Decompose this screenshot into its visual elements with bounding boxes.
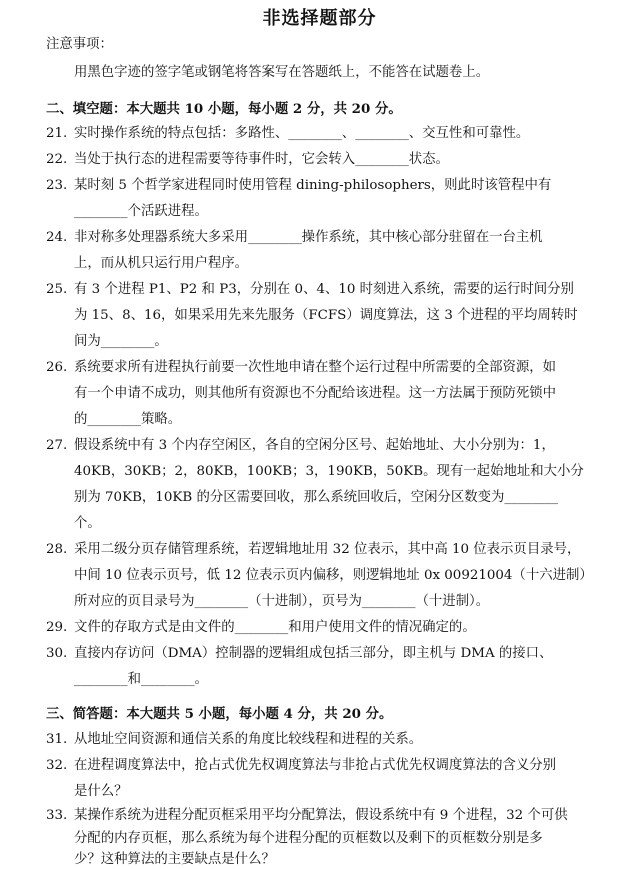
question-24-cont: 上，而从机只运行用户程序。 <box>74 256 249 271</box>
question-text: 当处于执行态的进程需要等待事件时，它会转入________状态。 <box>74 152 449 167</box>
question-25-cont: 为 15、8、16，如果采用先来先服务（FCFS）调度算法，这 3 个进程的平均周转时 <box>74 308 578 323</box>
question-number: 24. <box>46 230 68 245</box>
question-27-cont: 个。 <box>74 516 101 531</box>
question-28-cont: 所对应的页目录号为________（十进制），页号为________（十进制）。 <box>74 594 490 609</box>
question-26-cont: 的________策略。 <box>74 412 182 427</box>
question-26-cont: 有一个申请不成功，则其他所有资源也不分配给该进程。这一方法属于预防死锁中 <box>74 386 557 401</box>
question-text: 系统要求所有进程执行前要一次性地申请在整个运行过程中所需要的全部资源，如 <box>74 360 557 375</box>
question-22 <box>46 151 449 169</box>
question-30 <box>46 645 552 663</box>
question-number: 31. <box>46 732 68 747</box>
question-number: 21. <box>46 126 68 141</box>
question-text: 某时刻 5 个哲学家进程同时使用管程 dining-philosophers，则此时该管程中有 <box>74 178 552 193</box>
question-27-cont: 40KB，30KB；2，80KB，100KB；3，190KB，50KB。现有一起始地址和大小分 <box>74 464 584 479</box>
question-25-cont: 间为________。 <box>74 334 168 349</box>
question-21 <box>46 125 529 143</box>
question-32 <box>46 757 556 775</box>
question-number: 33. <box>46 808 68 823</box>
question-text: 文件的存取方式是由文件的________和用户使用文件的情况确定的。 <box>74 620 476 635</box>
question-text: 实时操作系统的特点包括：多路性、________、________、交互性和可靠性。 <box>74 126 530 141</box>
question-27-cont: 别为 70KB，10KB 的分区需要回收，那么系统回收后，空闲分区数变为________ <box>74 490 558 505</box>
question-number: 23. <box>46 178 68 193</box>
page-title: 非选择题部分 <box>262 8 377 29</box>
question-23 <box>46 177 551 195</box>
notice-heading: 注意事项： <box>46 37 113 52</box>
question-33-cont: 分配的内存页框，那么系统为每个进程分配的页框数以及剩下的页框数分别是多 <box>74 831 543 846</box>
question-25 <box>46 281 574 299</box>
question-number: 29. <box>46 620 68 635</box>
question-number: 25. <box>46 282 68 297</box>
notice-text: 用黑色字迹的签字笔或钢笔将答案写在答题纸上，不能答在试题卷上。 <box>74 65 490 80</box>
question-32-cont: 是什么？ <box>74 784 128 799</box>
question-text: 直接内存访问（DMA）控制器的逻辑组成包括三部分，即主机与 DMA 的接口、 <box>74 646 553 661</box>
question-text: 非对称多处理器系统大多采用________操作系统，其中核心部分驻留在一台主机 <box>74 230 543 245</box>
question-number: 28. <box>46 542 68 557</box>
question-28-cont: 中间 10 位表示页号，低 12 位表示页内偏移，则逻辑地址 0x 00921004（十六进制） <box>74 568 593 583</box>
question-text: 某操作系统为进程分配页框采用平均分配算法，假设系统中有 9 个进程，32 个可供 <box>74 808 568 823</box>
question-text: 有 3 个进程 P1、P2 和 P3，分别在 0、4、10 时刻进入系统，需要的运行时间分别 <box>74 282 574 297</box>
question-31 <box>46 731 422 749</box>
question-24 <box>46 229 543 247</box>
question-29 <box>46 619 476 637</box>
question-text: 从地址空间资源和通信关系的角度比较线程和进程的关系。 <box>74 732 423 747</box>
question-number: 22. <box>46 152 68 167</box>
question-number: 32. <box>46 758 68 773</box>
question-23-cont: ________个活跃进程。 <box>74 204 208 219</box>
question-27 <box>46 437 555 455</box>
question-text: 在进程调度算法中，抢占式优先权调度算法与非抢占式优先权调度算法的含义分别 <box>74 758 557 773</box>
question-number: 30. <box>46 646 68 661</box>
question-30-cont: ________和________。 <box>74 672 208 687</box>
question-number: 26. <box>46 360 68 375</box>
question-33-cont: 少？这种算法的主要缺点是什么？ <box>74 852 275 867</box>
section3-heading: 三、简答题：本大题共 5 小题，每小题 4 分，共 20 分。 <box>46 706 393 722</box>
question-number: 27. <box>46 438 68 453</box>
question-28 <box>46 541 580 559</box>
section2-heading: 二、填空题：本大题共 10 小题，每小题 2 分，共 20 分。 <box>46 101 402 117</box>
question-33 <box>46 807 568 825</box>
question-26 <box>46 359 556 377</box>
question-text: 假设系统中有 3 个内存空闲区，各自的空闲分区号、起始地址、大小分别为：1， <box>74 438 555 453</box>
question-text: 采用二级分页存储管理系统，若逻辑地址用 32 位表示，其中高 10 位表示页目录号， <box>74 542 581 557</box>
